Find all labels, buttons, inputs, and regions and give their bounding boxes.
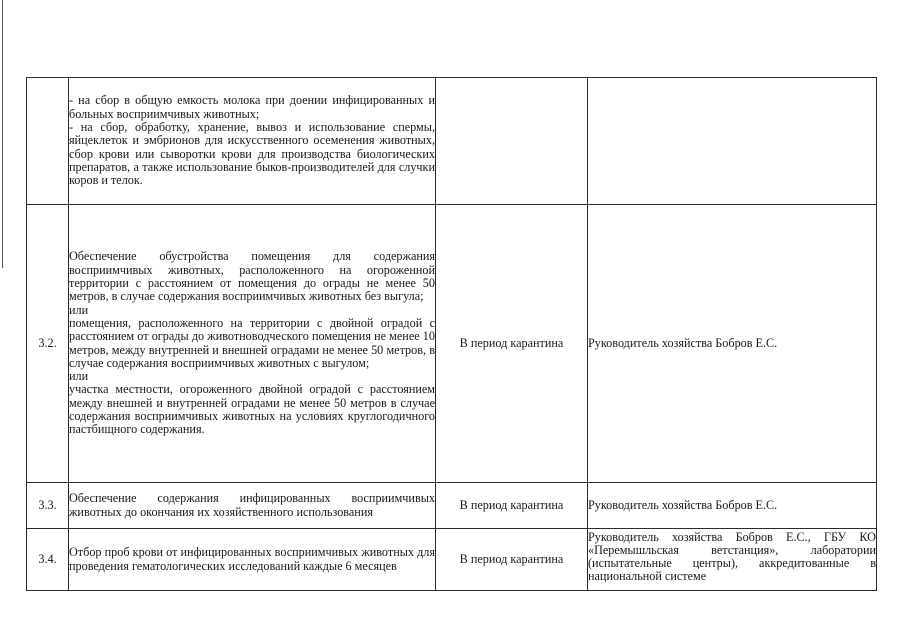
table-row: [27, 205, 877, 483]
period-cell: В период карантина: [436, 205, 588, 483]
measure-paragraph: Отбор проб крови от инфицированных восприимчивых животных для проведения гематологических исследований каждые 6 месяцев: [69, 545, 435, 573]
row-number: 3.3.: [27, 483, 69, 529]
measure-paragraph: Обеспечение обустройства помещения для содержания восприимчивых животных, расположенного на огороженной территории с расстоянием от помещения до ограды не менее 50 метров, в случае содержания восприимчивых животных без выгула;: [69, 249, 435, 304]
row-number: 3.2.: [27, 205, 69, 483]
measure-cell: [69, 529, 436, 591]
measure-cell: [69, 78, 436, 205]
measure-paragraph: - на сбор, обработку, хранение, вывоз и использование спермы, яйцеклеток и эмбрионов для искусственного осеменения животных, сбор крови или сыворотки крови для производства биологических препаратов, а также использование быков-производителей для случки коров и телок.: [69, 120, 435, 188]
table-row: [27, 529, 877, 591]
table-row: [27, 78, 877, 205]
responsible-clip: [588, 531, 876, 589]
scan-edge-line: [2, 0, 3, 268]
measure-paragraph: - на сбор в общую емкость молока при доении инфицированных и больных восприимчивых животных;: [69, 93, 435, 121]
measure-paragraph: помещения, расположенного на территории с двойной оградой с расстоянием от ограды до животноводческого помещения не менее 10 метров, между внутренней и внешней оградами не менее 50 метров, в случае содержания восприимчивых животных с выгулом;: [69, 315, 435, 370]
measure-paragraph: или: [69, 369, 89, 384]
responsible-cell: [588, 205, 877, 483]
period-cell: В период карантина: [436, 483, 588, 529]
row-number: 3.4.: [27, 529, 69, 591]
responsible-text: Руководитель хозяйства Бобров Е.С.: [588, 335, 778, 350]
table-row: [27, 483, 877, 529]
responsible-cell: [588, 529, 877, 591]
responsible-text: Руководитель хозяйства Бобров Е.С.: [588, 497, 778, 512]
responsible-text: Руководитель хозяйства Бобров Е.С., ГБУ КО «Перемышльская ветстанция», лаборатории (испытательные центры), аккредитованные в национальной системе: [588, 530, 876, 584]
row-number: [27, 78, 69, 205]
responsible-cell: [588, 78, 877, 205]
responsible-cell: [588, 483, 877, 529]
measure-paragraph: или: [69, 302, 89, 317]
measure-cell: [69, 483, 436, 529]
measure-cell: [69, 205, 436, 483]
measure-paragraph: Обеспечение содержания инфицированных восприимчивых животных до окончания их хозяйственного использования: [69, 491, 435, 519]
measure-paragraph: участка местности, огороженного двойной оградой с расстоянием между внешней и внутренней оградами не менее 50 метров в случае содержания восприимчивых животных на условиях круглогодичного пастбищного содержания.: [69, 382, 435, 437]
period-cell: В период карантина: [436, 529, 588, 591]
period-cell: [436, 78, 588, 205]
measures-table: [26, 77, 877, 591]
